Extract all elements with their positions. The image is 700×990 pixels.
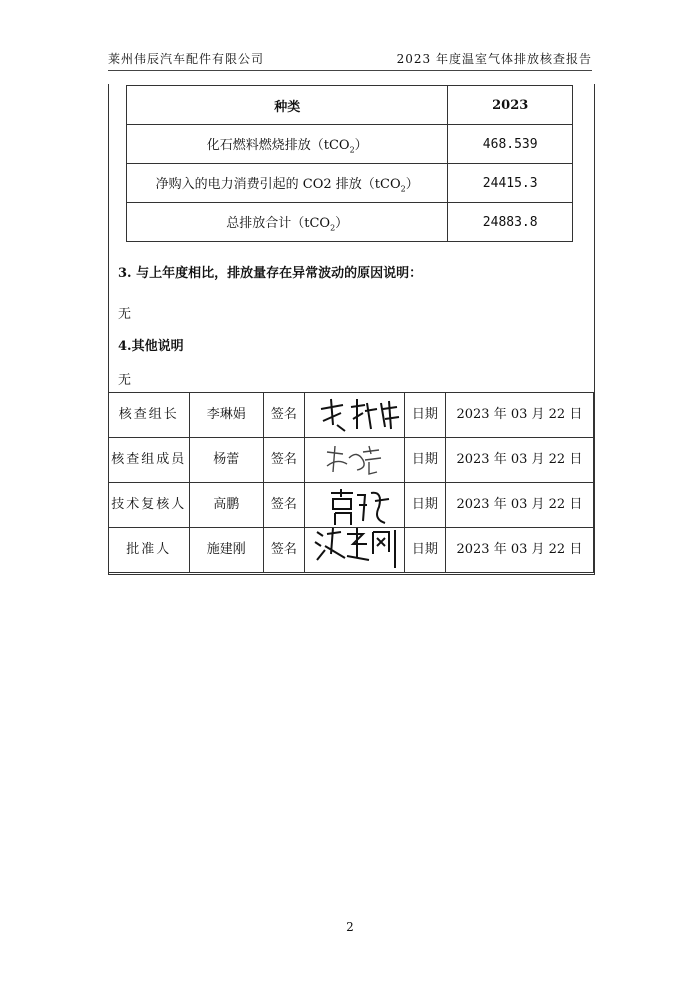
- date-cell: 2023 年 03 月 22 日: [445, 528, 593, 573]
- sign-label: 签名: [264, 393, 305, 438]
- sign-label: 签名: [264, 438, 305, 483]
- header-year: 2023: [448, 86, 573, 125]
- date-cell: 2023 年 03 月 22 日: [445, 483, 593, 528]
- emissions-table: [126, 85, 573, 242]
- name-cell: 施建刚: [189, 528, 264, 573]
- header-divider: [108, 70, 592, 71]
- header-category: 种类: [127, 86, 448, 125]
- signature-cell: [304, 528, 404, 573]
- name-cell: 高鹏: [189, 483, 264, 528]
- table-row: [127, 164, 573, 203]
- section3-answer: 无: [118, 307, 132, 322]
- sign-label: 签名: [264, 483, 305, 528]
- name-cell: 杨蕾: [189, 438, 264, 483]
- date-cell: 2023 年 03 月 22 日: [445, 438, 593, 483]
- date-label: 日期: [405, 483, 446, 528]
- header-report-title: 2023 年度温室气体排放核查报告: [396, 52, 592, 66]
- signature-cell: [304, 483, 404, 528]
- signature-row: [109, 483, 594, 528]
- section3-title: 3. 与上年度相比，排放量存在异常波动的原因说明：: [118, 266, 423, 281]
- row-value: 24415.3: [448, 164, 573, 203]
- signature-row: [109, 438, 594, 483]
- page-number: 2: [346, 920, 354, 934]
- header-company: 莱州伟辰汽车配件有限公司: [108, 52, 265, 66]
- role-cell: 批准人: [109, 528, 190, 573]
- role-cell: 核查组成员: [109, 438, 190, 483]
- table-row: [127, 203, 573, 242]
- date-label: 日期: [405, 438, 446, 483]
- date-label: 日期: [405, 393, 446, 438]
- section4-title: 4.其他说明: [118, 339, 184, 354]
- handwritten-signature: [313, 485, 403, 529]
- row-value: 468.539: [448, 125, 573, 164]
- signature-row: [109, 528, 594, 573]
- role-cell: 核查组长: [109, 393, 190, 438]
- row-value: 24883.8: [448, 203, 573, 242]
- emissions-table-header: [127, 86, 573, 125]
- role-cell: 技术复核人: [109, 483, 190, 528]
- signature-table: [108, 392, 594, 573]
- date-label: 日期: [405, 528, 446, 573]
- handwritten-signature: [313, 395, 403, 435]
- table-row: [127, 125, 573, 164]
- row-category: 化石燃料燃烧排放（tCO$_2$）: [127, 125, 448, 164]
- signature-row: [109, 393, 594, 438]
- date-cell: 2023 年 03 月 22 日: [445, 393, 593, 438]
- handwritten-signature: [313, 440, 403, 480]
- sign-label: 签名: [264, 528, 305, 573]
- name-cell: 李琳娟: [189, 393, 264, 438]
- row-category: 总排放合计（tCO$_2$）: [127, 203, 448, 242]
- section4-answer: 无: [118, 373, 132, 388]
- row-category: 净购入的电力消费引起的 CO2 排放（tCO$_2$）: [127, 164, 448, 203]
- signature-cell: [304, 393, 404, 438]
- signature-cell: [304, 438, 404, 483]
- handwritten-signature: [313, 524, 403, 570]
